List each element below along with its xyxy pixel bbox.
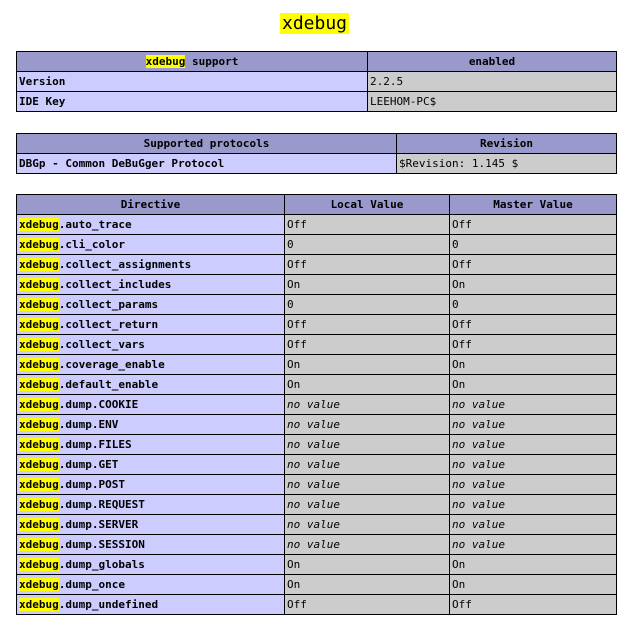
search-highlight: xdebug bbox=[19, 498, 59, 511]
directive-name bbox=[17, 475, 285, 495]
directive-name bbox=[17, 555, 285, 575]
revision-header: Revision bbox=[397, 134, 617, 154]
table-row bbox=[17, 495, 617, 515]
local-value: no value bbox=[285, 455, 450, 475]
xdebug-support-table bbox=[16, 51, 617, 112]
master-value: no value bbox=[450, 515, 617, 535]
search-highlight: xdebug bbox=[19, 218, 59, 231]
page-title bbox=[0, 12, 629, 36]
search-highlight: xdebug bbox=[19, 278, 59, 291]
directive-suffix: .collect_return bbox=[58, 318, 159, 331]
local-value: no value bbox=[285, 435, 450, 455]
table-row bbox=[17, 555, 617, 575]
master-value: 0 bbox=[450, 235, 617, 255]
master-value: no value bbox=[450, 475, 617, 495]
search-highlight: xdebug bbox=[19, 418, 59, 431]
local-value: no value bbox=[285, 475, 450, 495]
search-highlight: xdebug bbox=[19, 438, 59, 451]
local-value: Off bbox=[285, 595, 450, 615]
supported-protocols-header: Supported protocols bbox=[17, 134, 397, 154]
table-row bbox=[17, 375, 617, 395]
master-value: no value bbox=[450, 415, 617, 435]
directive-name bbox=[17, 515, 285, 535]
search-highlight: xdebug bbox=[19, 458, 59, 471]
master-value: On bbox=[450, 575, 617, 595]
directives-table-header bbox=[17, 195, 617, 215]
search-highlight: xdebug bbox=[19, 598, 59, 611]
table-row bbox=[17, 515, 617, 535]
ide-key-label: IDE Key bbox=[17, 92, 368, 112]
protocol-revision: $Revision: 1.145 $ bbox=[397, 154, 617, 174]
master-value: On bbox=[450, 275, 617, 295]
local-value: Off bbox=[285, 215, 450, 235]
table-row bbox=[17, 335, 617, 355]
table-row bbox=[17, 275, 617, 295]
directive-suffix: .collect_vars bbox=[58, 338, 145, 351]
table-row bbox=[17, 435, 617, 455]
table-row bbox=[17, 255, 617, 275]
support-table-header bbox=[17, 52, 617, 72]
search-highlight: xdebug bbox=[19, 558, 59, 571]
table-row bbox=[17, 595, 617, 615]
directive-name bbox=[17, 395, 285, 415]
directives-body bbox=[17, 215, 617, 615]
directive-suffix: .collect_params bbox=[58, 298, 159, 311]
local-value: On bbox=[285, 375, 450, 395]
master-value: On bbox=[450, 355, 617, 375]
protocols-table-header bbox=[17, 134, 617, 154]
enabled-header-cell: enabled bbox=[368, 52, 617, 72]
local-value: no value bbox=[285, 515, 450, 535]
master-value: Off bbox=[450, 255, 617, 275]
directive-suffix: .dump.SERVER bbox=[58, 518, 139, 531]
directive-suffix: .dump.REQUEST bbox=[58, 498, 145, 511]
local-value: no value bbox=[285, 415, 450, 435]
support-header-cell bbox=[17, 52, 368, 72]
directive-name bbox=[17, 435, 285, 455]
directive-suffix: .collect_assignments bbox=[58, 258, 192, 271]
table-row bbox=[17, 455, 617, 475]
local-value: Off bbox=[285, 335, 450, 355]
master-value: On bbox=[450, 555, 617, 575]
directive-suffix: .cli_color bbox=[58, 238, 125, 251]
directive-name bbox=[17, 595, 285, 615]
local-value: On bbox=[285, 575, 450, 595]
local-value: On bbox=[285, 555, 450, 575]
directive-suffix: .dump_once bbox=[58, 578, 125, 591]
protocols-table bbox=[16, 133, 617, 174]
search-highlight: xdebug bbox=[19, 298, 59, 311]
local-value: no value bbox=[285, 495, 450, 515]
directive-suffix: .dump.GET bbox=[58, 458, 119, 471]
local-value: no value bbox=[285, 395, 450, 415]
directive-name bbox=[17, 315, 285, 335]
local-value: 0 bbox=[285, 295, 450, 315]
local-value: Off bbox=[285, 315, 450, 335]
search-highlight: xdebug bbox=[19, 478, 59, 491]
table-row bbox=[17, 395, 617, 415]
master-value: Off bbox=[450, 215, 617, 235]
master-value: Off bbox=[450, 315, 617, 335]
master-value: Off bbox=[450, 595, 617, 615]
directive-suffix: .dump.POST bbox=[58, 478, 125, 491]
search-highlight: xdebug bbox=[19, 518, 59, 531]
search-highlight: xdebug bbox=[19, 398, 59, 411]
protocol-label: DBGp - Common DeBuGger Protocol bbox=[17, 154, 397, 174]
master-value: no value bbox=[450, 395, 617, 415]
page-title-text: xdebug bbox=[281, 13, 348, 34]
directive-name bbox=[17, 495, 285, 515]
master-value: no value bbox=[450, 455, 617, 475]
directive-suffix: .coverage_enable bbox=[58, 358, 165, 371]
table-row bbox=[17, 235, 617, 255]
master-value: On bbox=[450, 375, 617, 395]
table-row bbox=[17, 535, 617, 555]
directive-suffix: .dump.COOKIE bbox=[58, 398, 139, 411]
version-value: 2.2.5 bbox=[368, 72, 617, 92]
directive-suffix: .auto_trace bbox=[58, 218, 132, 231]
directives-table bbox=[16, 194, 617, 615]
table-row bbox=[17, 415, 617, 435]
directive-name bbox=[17, 255, 285, 275]
search-highlight: xdebug bbox=[19, 578, 59, 591]
local-value: On bbox=[285, 355, 450, 375]
directive-name bbox=[17, 375, 285, 395]
search-highlight: xdebug bbox=[19, 358, 59, 371]
ide-key-row bbox=[17, 92, 617, 112]
master-value: no value bbox=[450, 535, 617, 555]
local-value: Off bbox=[285, 255, 450, 275]
directive-name bbox=[17, 575, 285, 595]
local-value: no value bbox=[285, 535, 450, 555]
directive-name bbox=[17, 455, 285, 475]
protocol-row bbox=[17, 154, 617, 174]
directive-suffix: .default_enable bbox=[58, 378, 159, 391]
directive-header: Directive bbox=[17, 195, 285, 215]
directive-suffix: .dump_undefined bbox=[58, 598, 159, 611]
search-highlight: xdebug bbox=[19, 258, 59, 271]
directive-suffix: .dump.ENV bbox=[58, 418, 119, 431]
table-row bbox=[17, 315, 617, 335]
master-value-header: Master Value bbox=[450, 195, 617, 215]
ide-key-value: LEEHOM-PC$ bbox=[368, 92, 617, 112]
directive-suffix: .dump.FILES bbox=[58, 438, 132, 451]
directive-name bbox=[17, 275, 285, 295]
table-row bbox=[17, 575, 617, 595]
table-row bbox=[17, 295, 617, 315]
directive-suffix: .collect_includes bbox=[58, 278, 172, 291]
search-highlight: xdebug bbox=[19, 318, 59, 331]
directive-name bbox=[17, 215, 285, 235]
table-row bbox=[17, 475, 617, 495]
local-value-header: Local Value bbox=[285, 195, 450, 215]
table-row bbox=[17, 355, 617, 375]
master-value: Off bbox=[450, 335, 617, 355]
master-value: no value bbox=[450, 435, 617, 455]
support-header-label: support bbox=[185, 55, 239, 68]
directive-name bbox=[17, 535, 285, 555]
master-value: 0 bbox=[450, 295, 617, 315]
local-value: 0 bbox=[285, 235, 450, 255]
table-row bbox=[17, 215, 617, 235]
local-value: On bbox=[285, 275, 450, 295]
search-highlight: xdebug bbox=[19, 538, 59, 551]
master-value: no value bbox=[450, 495, 617, 515]
search-highlight: xdebug bbox=[19, 338, 59, 351]
search-highlight: xdebug bbox=[19, 378, 59, 391]
directive-name bbox=[17, 295, 285, 315]
directive-suffix: .dump_globals bbox=[58, 558, 145, 571]
directive-name bbox=[17, 335, 285, 355]
search-highlight: xdebug bbox=[145, 55, 186, 68]
directive-suffix: .dump.SESSION bbox=[58, 538, 145, 551]
version-row bbox=[17, 72, 617, 92]
directive-name bbox=[17, 235, 285, 255]
directive-name bbox=[17, 415, 285, 435]
version-label: Version bbox=[17, 72, 368, 92]
search-highlight: xdebug bbox=[19, 238, 59, 251]
directive-name bbox=[17, 355, 285, 375]
